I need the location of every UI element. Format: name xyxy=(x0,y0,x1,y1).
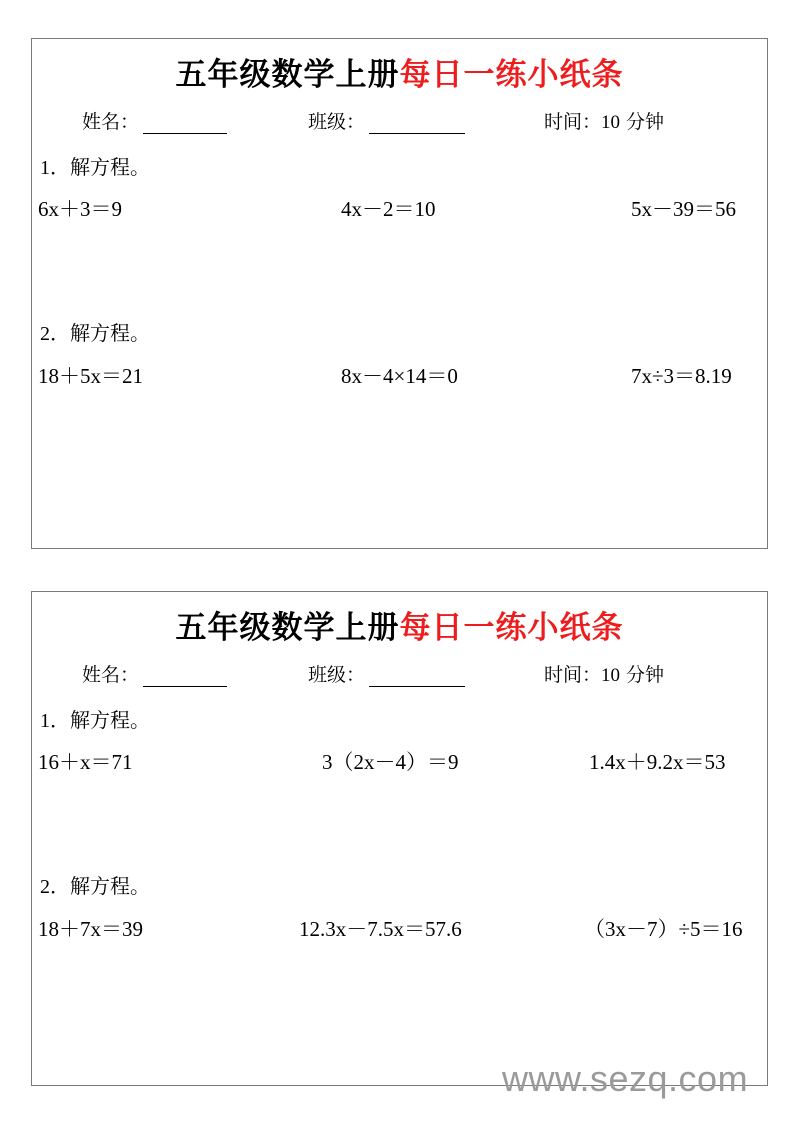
title-black-part: 五年级数学上册 xyxy=(175,610,400,646)
time-label: 时间： xyxy=(544,111,602,133)
class-label: 班级： xyxy=(308,111,366,133)
class-blank[interactable] xyxy=(369,115,465,134)
equation: 3（2x－4）＝9 xyxy=(322,750,459,774)
title-black-part: 五年级数学上册 xyxy=(175,57,400,93)
time-unit: 分钟 xyxy=(620,111,665,133)
equation: 4x－2＝10 xyxy=(341,197,436,221)
equation: 7x÷3＝8.19 xyxy=(631,364,732,388)
equation: 1.4x＋9.2x＝53 xyxy=(589,750,726,774)
equation: 12.3x－7.5x＝57.6 xyxy=(299,917,462,941)
class-label: 班级： xyxy=(308,664,366,686)
question-heading-1: 1．解方程。 xyxy=(40,708,150,732)
watermark: www.sezq.com xyxy=(502,1058,749,1099)
title-red-part: 每日一练小纸条 xyxy=(399,610,624,646)
class-blank[interactable] xyxy=(369,668,465,687)
time-value: 10 xyxy=(601,112,621,133)
equation: （3x－7）÷5＝16 xyxy=(584,917,743,941)
time-value: 10 xyxy=(601,665,621,686)
worksheet-card-2 xyxy=(31,591,768,1086)
name-field xyxy=(82,660,227,687)
worksheet-title xyxy=(32,602,767,647)
equation: 16＋x＝71 xyxy=(38,750,133,774)
worksheet-title xyxy=(32,49,767,94)
name-label: 姓名： xyxy=(82,111,140,133)
equation: 6x＋3＝9 xyxy=(38,197,122,221)
time-field xyxy=(544,660,664,687)
name-blank[interactable] xyxy=(143,115,227,134)
class-field xyxy=(308,660,465,687)
time-unit: 分钟 xyxy=(620,664,665,686)
name-label: 姓名： xyxy=(82,664,140,686)
time-field xyxy=(544,107,664,134)
class-field xyxy=(308,107,465,134)
question-heading-2: 2．解方程。 xyxy=(40,874,150,898)
question-heading-2: 2．解方程。 xyxy=(40,321,150,345)
name-field xyxy=(82,107,227,134)
equation: 5x－39＝56 xyxy=(631,197,736,221)
equation: 8x－4×14＝0 xyxy=(341,364,458,388)
equation: 18＋7x＝39 xyxy=(38,917,143,941)
worksheet-card-1 xyxy=(31,38,768,549)
time-label: 时间： xyxy=(544,664,602,686)
question-heading-1: 1．解方程。 xyxy=(40,155,150,179)
equation: 18＋5x＝21 xyxy=(38,364,143,388)
title-red-part: 每日一练小纸条 xyxy=(399,57,624,93)
name-blank[interactable] xyxy=(143,668,227,687)
